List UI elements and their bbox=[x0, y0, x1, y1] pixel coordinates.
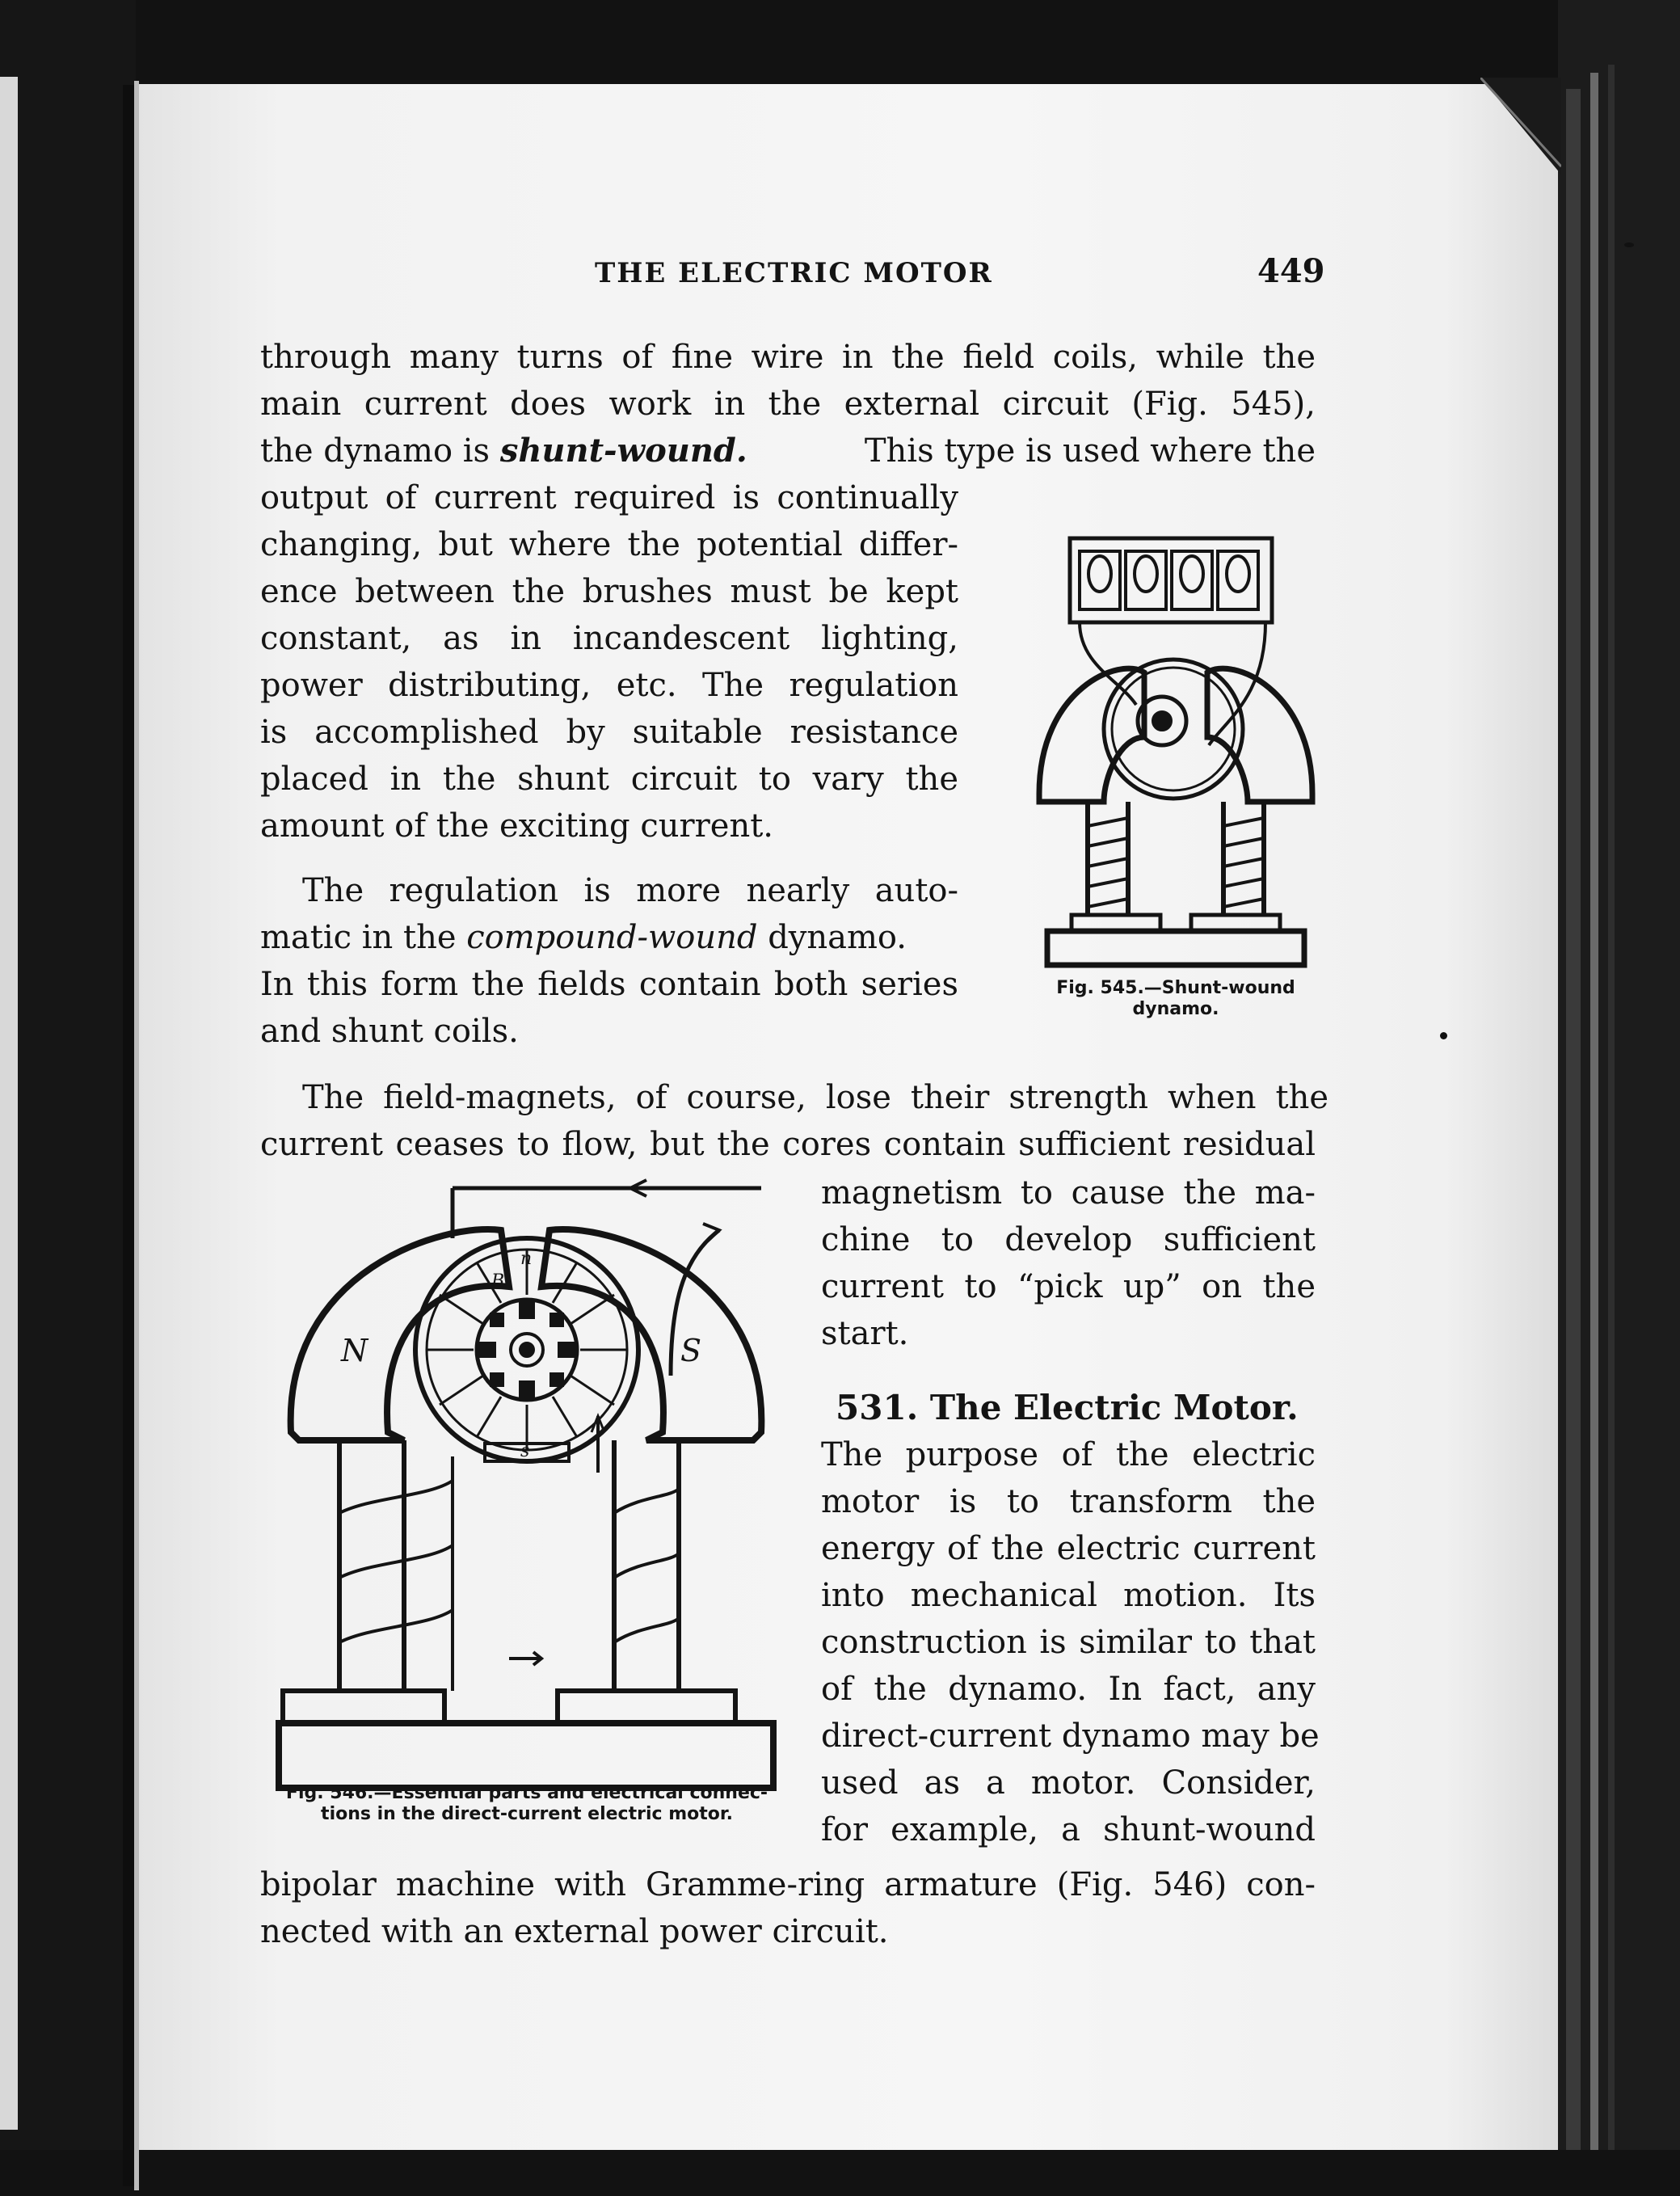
caption-line: tions in the direct-current electric motor. bbox=[321, 1804, 733, 1824]
text-fragment: the dynamo is bbox=[260, 432, 491, 470]
text-line: used as a motor. Consider, bbox=[821, 1764, 1316, 1802]
figure-546-dc-motor-diagram bbox=[267, 1174, 785, 1796]
facing-page-edge bbox=[0, 77, 18, 2130]
label-s-pole: S bbox=[680, 1333, 702, 1368]
text-line: is accomplished by suitable resistance bbox=[260, 714, 958, 751]
text-line: current ceases to flow, but the cores contain sufficient residual bbox=[260, 1126, 1316, 1163]
text-line: The purpose of the electric bbox=[821, 1436, 1316, 1473]
text-line: and shunt coils. bbox=[260, 1013, 519, 1050]
text-line: chine to develop sufficient bbox=[821, 1221, 1316, 1258]
text-line: for example, a shunt-wound bbox=[821, 1811, 1316, 1848]
text-line: main current does work in the external circuit (Fig. 545), bbox=[260, 386, 1316, 423]
text-line: motor is to transform the bbox=[821, 1483, 1316, 1520]
caption-line: dynamo. bbox=[1132, 999, 1219, 1019]
text-line: energy of the electric current bbox=[821, 1530, 1316, 1567]
text-line: start. bbox=[821, 1315, 909, 1352]
running-title: THE ELECTRIC MOTOR bbox=[595, 257, 993, 289]
italic-term: compound-wound bbox=[466, 919, 758, 956]
text-fragment: dynamo. bbox=[768, 919, 907, 956]
ink-speck bbox=[1624, 242, 1634, 247]
scan-bottom-border bbox=[0, 2150, 1680, 2196]
page-stack-edge bbox=[1608, 65, 1615, 2182]
scan-top-border bbox=[0, 0, 1680, 84]
text-line: construction is similar to that bbox=[821, 1624, 1316, 1661]
caption-line: Fig. 545.—Shunt-wound bbox=[1056, 978, 1295, 998]
page-corner-fold bbox=[1480, 78, 1561, 175]
text-line: output of current required is continually bbox=[260, 479, 958, 516]
label-n-small: n bbox=[520, 1249, 533, 1269]
page-left-edge bbox=[134, 81, 139, 2190]
text-line bbox=[260, 432, 747, 470]
figure-545-shunt-wound-dynamo bbox=[1023, 535, 1328, 972]
text-line: of the dynamo. In fact, any bbox=[821, 1671, 1316, 1708]
page-stack-edge bbox=[1590, 73, 1598, 2174]
text-line: The field-magnets, of course, lose their strength when the bbox=[302, 1079, 1328, 1116]
ink-speck bbox=[1440, 1032, 1447, 1039]
text-line: This type is used where the bbox=[864, 432, 1316, 470]
text-line: nected with an external power circuit. bbox=[260, 1913, 889, 1950]
text-line: changing, but where the potential differ- bbox=[260, 526, 958, 563]
text-line: into mechanical motion. Its bbox=[821, 1577, 1316, 1614]
text-line bbox=[260, 918, 907, 957]
scan-left-border bbox=[0, 0, 136, 2196]
label-brush-b: B bbox=[491, 1271, 505, 1292]
text-line: The regulation is more nearly auto- bbox=[302, 872, 958, 909]
text-line: power distributing, etc. The regulation bbox=[260, 667, 958, 704]
figure-545-caption bbox=[1023, 978, 1328, 1020]
text-line: amount of the exciting current. bbox=[260, 807, 773, 845]
figure-546-caption bbox=[260, 1783, 794, 1825]
text-fragment: matic in the bbox=[260, 919, 457, 956]
label-n-pole: N bbox=[341, 1333, 368, 1368]
text-line: ence between the brushes must be kept bbox=[260, 573, 958, 610]
gutter-shadow bbox=[123, 85, 134, 2186]
text-line: direct-current dynamo may be bbox=[821, 1718, 1320, 1755]
text-line: current to “pick up” on the bbox=[821, 1268, 1316, 1305]
text-line: magnetism to cause the ma- bbox=[821, 1174, 1316, 1212]
page-stack-edge bbox=[1566, 89, 1581, 2158]
caption-line: Fig. 546.—Essential parts and electrical connec- bbox=[285, 1783, 768, 1803]
text-line: through many turns of fine wire in the field coils, while the bbox=[260, 339, 1316, 376]
section-heading: 531. The Electric Motor. bbox=[836, 1388, 1299, 1427]
page-number: 449 bbox=[1257, 252, 1325, 290]
text-line: constant, as in incandescent lighting, bbox=[260, 620, 958, 657]
text-line: In this form the fields contain both series bbox=[260, 966, 958, 1003]
text-line: bipolar machine with Gramme-ring armature (Fig. 546) con- bbox=[260, 1866, 1316, 1903]
italic-term: shunt-wound. bbox=[499, 432, 747, 470]
label-s-small: s bbox=[520, 1441, 530, 1461]
text-line: placed in the shunt circuit to vary the bbox=[260, 761, 958, 798]
